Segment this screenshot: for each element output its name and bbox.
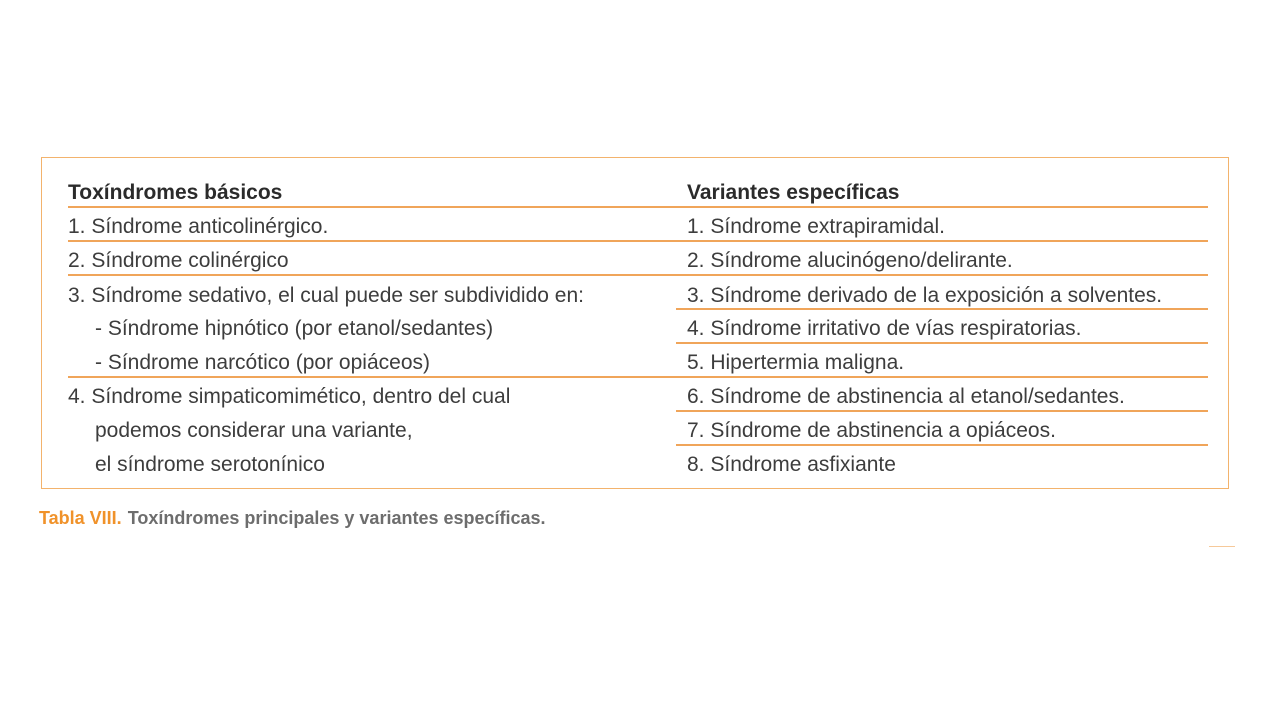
right-rule-1 xyxy=(676,240,1208,242)
right-rule-7 xyxy=(676,444,1208,446)
left-row-3: 3. Síndrome sedativo, el cual puede ser subdividido en: xyxy=(68,284,584,307)
right-row-1: 1. Síndrome extrapiramidal. xyxy=(687,215,945,238)
left-rule-header xyxy=(68,206,676,208)
right-row-7: 7. Síndrome de abstinencia a opiáceos. xyxy=(687,419,1056,442)
left-rule-2 xyxy=(68,274,676,276)
left-row-3-sub-1: - Síndrome hipnótico (por etanol/sedantes) xyxy=(95,317,494,340)
right-row-6: 6. Síndrome de abstinencia al etanol/sedantes. xyxy=(687,385,1125,408)
right-rule-3 xyxy=(676,308,1208,310)
caption-text: Toxíndromes principales y variantes específicas. xyxy=(127,508,546,528)
right-column-header: Variantes específicas xyxy=(687,181,900,204)
left-column-header: Toxíndromes básicos xyxy=(68,181,283,204)
table-caption xyxy=(39,508,546,529)
right-row-5: 5. Hipertermia maligna. xyxy=(687,351,905,374)
right-rule-5 xyxy=(676,376,1208,378)
right-rule-4 xyxy=(676,342,1208,344)
right-row-3: 3. Síndrome derivado de la exposición a solventes. xyxy=(687,284,1163,307)
right-rule-header xyxy=(676,206,1208,208)
left-row-3-sub-2: - Síndrome narcótico (por opiáceos) xyxy=(95,351,430,374)
left-row-2: 2. Síndrome colinérgico xyxy=(68,249,289,272)
right-row-8: 8. Síndrome asfixiante xyxy=(687,453,896,476)
right-row-2: 2. Síndrome alucinógeno/delirante. xyxy=(687,249,1013,272)
left-row-4-cont-2: el síndrome serotonínico xyxy=(95,453,325,476)
left-rule-1 xyxy=(68,240,676,242)
left-row-1: 1. Síndrome anticolinérgico. xyxy=(68,215,329,238)
left-row-4: 4. Síndrome simpaticomimético, dentro del cual xyxy=(68,385,511,408)
right-row-4: 4. Síndrome irritativo de vías respiratorias. xyxy=(687,317,1082,340)
right-rule-6 xyxy=(676,410,1208,412)
left-row-4-cont-1: podemos considerar una variante, xyxy=(95,419,413,442)
decorative-divider xyxy=(1209,546,1235,547)
right-rule-2 xyxy=(676,274,1208,276)
left-rule-3 xyxy=(68,376,676,378)
caption-label: Tabla VIII. xyxy=(39,508,122,528)
